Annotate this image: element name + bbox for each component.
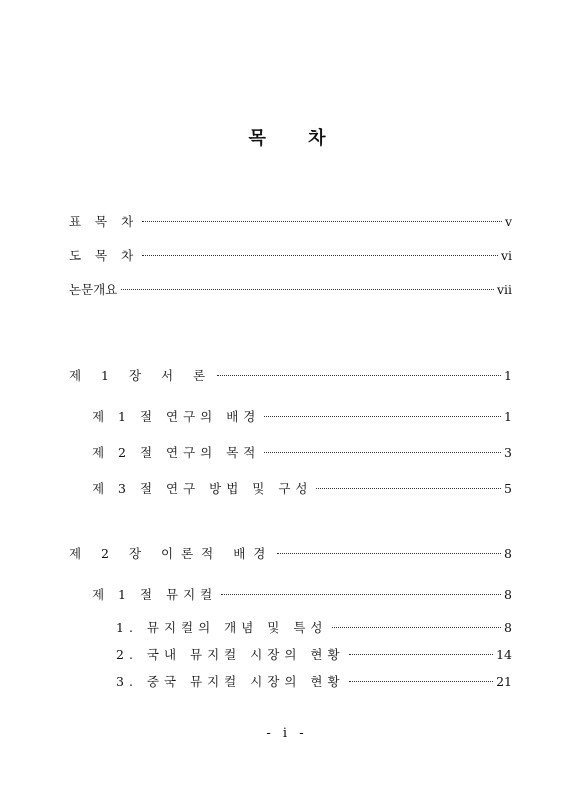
- dot-leader: [142, 255, 498, 256]
- toc-page-number: 1: [504, 368, 512, 383]
- toc-section[interactable]: [92, 409, 512, 425]
- toc-section-label: 제 1 절 연구의 배경: [92, 409, 261, 424]
- dot-leader: [264, 416, 501, 417]
- dot-leader: [349, 654, 494, 655]
- toc-entry-label: 논문개요: [69, 282, 118, 297]
- toc-page-number: 3: [504, 445, 512, 460]
- toc-page-number: vii: [496, 282, 512, 297]
- dot-leader: [277, 553, 501, 554]
- page-title: 목 차: [248, 128, 344, 149]
- toc-chapter-label: 제 1 장 서 론: [69, 368, 214, 383]
- toc-chapter-1[interactable]: [69, 368, 512, 384]
- toc-entry-tables[interactable]: [69, 214, 512, 230]
- toc-subsection[interactable]: [116, 647, 512, 663]
- toc-section-label: 제 2 절 연구의 목적: [92, 445, 261, 460]
- toc-page-number: 8: [504, 620, 512, 635]
- toc-page-number: 14: [496, 647, 512, 662]
- toc-chapter-label: 제 2 장 이론적 배경: [69, 546, 274, 561]
- toc-page-number: vi: [500, 248, 512, 263]
- toc-section-label: 제 1 절 뮤지컬: [92, 587, 218, 602]
- toc-subsection-label: 2. 국내 뮤지컬 시장의 현황: [116, 647, 345, 662]
- toc-page-number: 8: [504, 546, 512, 561]
- toc-entry-label: 표 목 차: [69, 214, 139, 229]
- toc-section-label: 제 3 절 연구 방법 및 구성: [92, 481, 313, 496]
- dot-leader: [316, 488, 501, 489]
- toc-section[interactable]: [92, 587, 512, 603]
- toc-subsection[interactable]: [116, 620, 512, 636]
- toc-entry-label: 도 목 차: [69, 248, 139, 263]
- toc-section[interactable]: [92, 445, 512, 461]
- dot-leader: [332, 627, 502, 628]
- toc-page-number: v: [504, 214, 512, 229]
- toc-page-number: 8: [504, 587, 512, 602]
- dot-leader: [264, 452, 501, 453]
- dot-leader: [349, 681, 494, 682]
- dot-leader: [142, 221, 502, 222]
- toc-subsection[interactable]: [116, 674, 512, 690]
- dot-leader: [121, 289, 494, 290]
- toc-section[interactable]: [92, 481, 512, 497]
- toc-subsection-label: 1. 뮤지컬의 개념 및 특성: [116, 620, 328, 635]
- toc-subsection-label: 3. 중국 뮤지컬 시장의 현황: [116, 674, 345, 689]
- toc-entry-figures[interactable]: [69, 248, 512, 264]
- toc-entry-abstract[interactable]: [69, 282, 512, 298]
- dot-leader: [221, 594, 501, 595]
- toc-page-number: 21: [496, 674, 512, 689]
- toc-chapter-2[interactable]: [69, 546, 512, 562]
- dot-leader: [217, 375, 501, 376]
- toc-page-number: 1: [504, 409, 512, 424]
- page-footer-number: - i -: [266, 726, 308, 741]
- toc-page-number: 5: [504, 481, 512, 496]
